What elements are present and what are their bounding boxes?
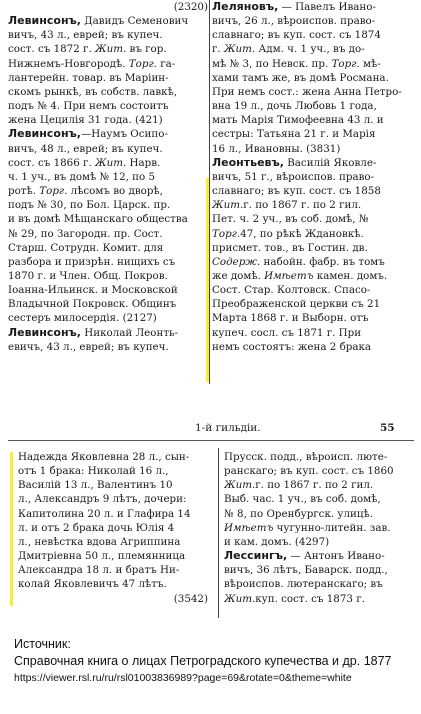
- line-text-cont: Адм. ч. 1 уч., въ до-: [255, 43, 365, 56]
- line-text: Давидъ Семенович: [81, 15, 189, 28]
- text-line: [8, 326, 208, 340]
- line-text: вѣроиспов. лютеранскаго; въ: [224, 578, 383, 591]
- text-line: [224, 563, 414, 577]
- italic-term: Жит.: [224, 592, 256, 605]
- line-text: хами тамъ же, въ домѣ Росмана.: [212, 71, 389, 84]
- text-line: [8, 28, 208, 42]
- text-line: [8, 198, 208, 212]
- column-divider-bottom: [218, 448, 219, 618]
- text-line: [212, 57, 412, 71]
- text-line: [224, 549, 414, 563]
- text-line: [212, 85, 412, 99]
- text-line: [18, 577, 208, 591]
- line-text: Прусск. подд., вѣроисп. люте-: [224, 451, 388, 463]
- text-line: [8, 99, 208, 113]
- text-line: [212, 0, 412, 14]
- italic-term: Торг.: [212, 227, 241, 240]
- text-line: [8, 340, 208, 354]
- text-line: [212, 269, 412, 283]
- line-text-cont: га-: [156, 57, 176, 70]
- line-text: — Павелъ Ивано-: [278, 1, 376, 13]
- text-line: [18, 507, 208, 521]
- text-line: [18, 478, 208, 492]
- entry-surname: Левинсонъ,: [8, 14, 81, 28]
- text-line: [212, 170, 412, 184]
- text-line: [18, 592, 208, 606]
- line-text: и въ домѣ Мѣщанскаго общества: [8, 213, 188, 226]
- italic-term: Торг.: [128, 57, 157, 70]
- line-text: л., Александръ 9 лѣтъ, дочери:: [18, 493, 187, 506]
- text-line: [8, 269, 208, 283]
- line-text: ранскаго; въ куп. сост. съ 1860: [224, 465, 394, 478]
- column-bottom-right: [224, 450, 414, 606]
- text-line: [212, 297, 412, 311]
- italic-term: Имѣетъ: [264, 269, 314, 282]
- italic-term: Жит.: [224, 479, 256, 492]
- text-line: [212, 255, 412, 269]
- line-text: мать Марія Тимофеевна 43 л. и: [212, 114, 384, 127]
- line-text: скомъ рынкѣ, въ собств. лавкѣ,: [8, 85, 178, 98]
- line-text: вичъ, 36 лѣтъ, Баварск. подд.,: [224, 564, 388, 577]
- text-line: [8, 57, 208, 71]
- line-text: сестры: Татьяна 21 г. и Марія: [212, 128, 376, 141]
- text-line: [224, 592, 414, 606]
- line-text: немъ состоятъ: жена 2 брака: [212, 340, 372, 353]
- text-line: [212, 14, 412, 28]
- text-line: [18, 563, 208, 577]
- text-line: [212, 156, 412, 170]
- line-text-cont: мѣ-: [359, 57, 381, 70]
- line-text: и кам. домъ. (4297): [224, 535, 330, 548]
- italic-term: Жит.: [223, 43, 256, 56]
- line-text: г.: [212, 43, 224, 56]
- line-text: Дмитріевна 50 л., племянница: [18, 550, 186, 563]
- text-line: [8, 283, 208, 297]
- line-text: — Антонъ Ивано-: [287, 550, 385, 563]
- text-line: [224, 492, 414, 506]
- text-line: [212, 227, 412, 241]
- text-line: [18, 464, 208, 478]
- column-top-right: [212, 0, 412, 354]
- text-line: [18, 450, 208, 464]
- line-text: Старш. Сотрудн. Комит. для: [8, 241, 164, 254]
- source-title: Справочная книга о лицах Петроградского купечества и др. 1877: [14, 654, 392, 668]
- text-line: [224, 507, 414, 521]
- text-line: [212, 113, 412, 127]
- text-line: [224, 464, 414, 478]
- line-text: (3542): [173, 592, 208, 605]
- italic-term: Жит.: [95, 156, 127, 169]
- line-text: № 8, по Оренбургск. улицѣ.: [224, 507, 373, 520]
- entry-surname: Левинсонъ,: [8, 127, 81, 141]
- text-line: [212, 184, 412, 198]
- line-text: Преображенской церкви съ 21: [212, 298, 381, 311]
- text-line: [18, 521, 208, 535]
- line-text: колай Яковлевичъ 47 лѣтъ.: [18, 578, 167, 591]
- italic-term: Жит.: [212, 199, 244, 212]
- line-text: № 29, по Загородн. пр. Сост.: [8, 227, 163, 240]
- text-line: [8, 127, 208, 141]
- text-line: [212, 127, 412, 141]
- text-line: [8, 241, 208, 255]
- header-rule: [8, 440, 414, 441]
- line-text: же домѣ.: [212, 269, 265, 282]
- text-line: [224, 478, 414, 492]
- text-line: [212, 340, 412, 354]
- text-line: [8, 297, 208, 311]
- line-text-cont: Нарв.: [126, 156, 161, 169]
- italic-term: Торг.: [331, 57, 360, 70]
- text-line: [8, 156, 208, 170]
- text-line: [212, 326, 412, 340]
- line-text: вна 19 л., дочь Любовь 1 года,: [212, 100, 377, 113]
- line-text-cont: въ гор.: [126, 43, 167, 56]
- text-line: [224, 521, 414, 535]
- text-line: [212, 142, 412, 156]
- line-text: При немъ сост.: жена Анна Петро-: [212, 85, 402, 98]
- entry-surname: Леонтьевъ,: [212, 155, 284, 169]
- text-line: [212, 311, 412, 325]
- line-text: 16 л., Ивановны. (3831): [212, 142, 341, 155]
- line-text: вичъ, 43 л., еврей; въ купеч.: [8, 29, 163, 42]
- text-line: [8, 227, 208, 241]
- line-text: лантерейн. товар. въ Маріин-: [8, 71, 169, 84]
- line-text: подъ № 30, по Бол. Царск. пр.: [8, 199, 171, 212]
- italic-term: Содерж.: [212, 255, 261, 268]
- text-line: [8, 255, 208, 269]
- line-text: разбора и призрѣн. нищихъ съ: [8, 255, 176, 268]
- highlight-mark-top: [206, 178, 209, 382]
- line-text: набойн. фабр. въ томъ: [260, 255, 385, 268]
- text-line: [8, 311, 208, 325]
- line-text: ч. 1 уч., въ домѣ № 12, по 5: [8, 170, 156, 183]
- text-line: [8, 14, 208, 28]
- line-text: г. по 1867 г. по 2 гил.: [243, 199, 362, 212]
- text-line: [212, 198, 412, 212]
- line-text: Нижнемъ-Новгородѣ.: [8, 57, 129, 70]
- text-line: [212, 212, 412, 226]
- line-text: куп. сост. съ 1873 г.: [255, 592, 365, 605]
- line-text: вичъ, 26 л., вѣроиспов. право-: [212, 15, 376, 28]
- line-text-cont: камен. домъ.: [313, 269, 388, 282]
- highlight-mark-bottom: [10, 452, 13, 606]
- text-line: [8, 142, 208, 156]
- line-text: Николай Леонть-: [81, 326, 179, 339]
- line-text: Владычной Покровск. Общинъ: [8, 298, 177, 311]
- italic-term: Жит.: [95, 43, 127, 56]
- line-text: г. по 1867 г. по 2 гил.: [255, 479, 374, 492]
- line-text: славнаго; въ куп. сост. съ 1858: [212, 185, 381, 198]
- text-line: [212, 283, 412, 297]
- column-top-left: [8, 0, 208, 354]
- line-text: купеч. сосл. съ 1871 г. При: [212, 326, 362, 339]
- text-line: [212, 71, 412, 85]
- text-line: [8, 85, 208, 99]
- line-text: л. и отъ 2 брака дочь Юлія 4: [18, 521, 175, 534]
- line-text: вичъ, 48 л., еврей; въ купеч.: [8, 142, 163, 155]
- text-line: [212, 99, 412, 113]
- text-line: [224, 535, 414, 549]
- line-text: ротѣ.: [8, 185, 40, 198]
- entry-surname: Лессингъ,: [224, 549, 288, 563]
- line-text: присмет. тов., въ Гостин. дв.: [212, 241, 368, 254]
- line-text: Пет. ч. 2 уч., въ соб. домѣ, №: [212, 213, 369, 226]
- line-text: Василій 13 л., Валентинъ 10: [18, 479, 173, 492]
- text-line: [18, 535, 208, 549]
- line-text: подъ № 4. При немъ состоитъ: [8, 100, 169, 113]
- line-text: Сост. Стар. Колтовск. Спасо-: [212, 284, 371, 297]
- line-text: 47, по рѣкѣ Ждановкѣ.: [240, 227, 364, 240]
- source-url[interactable]: https://viewer.rsl.ru/ru/rsl01003836989?page=69&rotate=0&theme=white: [14, 672, 352, 684]
- line-text: —Наумъ Осипо-: [81, 128, 168, 141]
- text-line: [18, 549, 208, 563]
- line-text: сост. съ 1866 г.: [8, 156, 95, 169]
- text-line: [8, 113, 208, 127]
- line-text: Выб. час. 1 уч., въ соб. домѣ,: [224, 493, 381, 506]
- line-text: жена Цецилія 31 года. (421): [8, 114, 163, 127]
- page-number: 55: [380, 422, 395, 434]
- line-text: (2320): [173, 1, 208, 13]
- text-line: [224, 450, 414, 464]
- text-line: [8, 170, 208, 184]
- source-label: Источник:: [14, 637, 71, 651]
- line-text: мѣ № 3, по Невск. пр.: [212, 57, 332, 70]
- page-header: [0, 422, 421, 438]
- text-line: [8, 184, 208, 198]
- text-line: [18, 492, 208, 506]
- entry-surname: Леляновъ,: [212, 0, 279, 13]
- text-line: [212, 241, 412, 255]
- line-text: вичъ, 51 г., вѣроиспов. право-: [212, 170, 375, 183]
- text-line: [212, 42, 412, 56]
- line-text: Капитолина 20 л. и Глафира 14: [18, 507, 191, 520]
- line-text: Іоанна-Ильинск. и Московской: [8, 284, 178, 297]
- italic-term: Торг.: [39, 185, 68, 198]
- source-caption: [14, 636, 419, 686]
- text-line: [8, 42, 208, 56]
- line-text: л., невѣстка вдова Агриппина: [18, 535, 181, 548]
- text-line: [8, 71, 208, 85]
- line-text-cont: лѣсомъ во дворѣ,: [67, 185, 163, 198]
- column-bottom-left: [18, 450, 208, 606]
- italic-term: Имѣетъ: [224, 521, 274, 534]
- line-text: сестеръ милосердія. (2127): [8, 312, 157, 325]
- text-line: [8, 212, 208, 226]
- line-text: Василій Яковле-: [283, 156, 377, 169]
- line-text: Марта 1868 г. и Выборн. отъ: [212, 312, 369, 325]
- entry-surname: Левинсонъ,: [8, 325, 81, 339]
- line-text: сост. съ 1872 г.: [8, 43, 95, 56]
- line-text: чугунно-литейн. зав.: [273, 521, 391, 534]
- guild-label: 1-й гильдіи.: [195, 422, 261, 434]
- line-text: евичъ, 43 л., еврей; въ купеч.: [8, 340, 169, 353]
- line-text: славнаго; въ куп. сост. съ 1874: [212, 29, 381, 42]
- line-text: отъ 1 брака: Николай 16 л.,: [18, 465, 169, 478]
- line-text: Александра 18 л. и братъ Ни-: [18, 564, 180, 577]
- column-divider-top: [209, 0, 210, 384]
- line-text: 1870 г. и Член. Общ. Покров.: [8, 269, 168, 282]
- text-line: [224, 577, 414, 591]
- text-line: [8, 0, 208, 14]
- line-text: Надежда Яковлевна 28 л., сын-: [18, 451, 190, 463]
- text-line: [212, 28, 412, 42]
